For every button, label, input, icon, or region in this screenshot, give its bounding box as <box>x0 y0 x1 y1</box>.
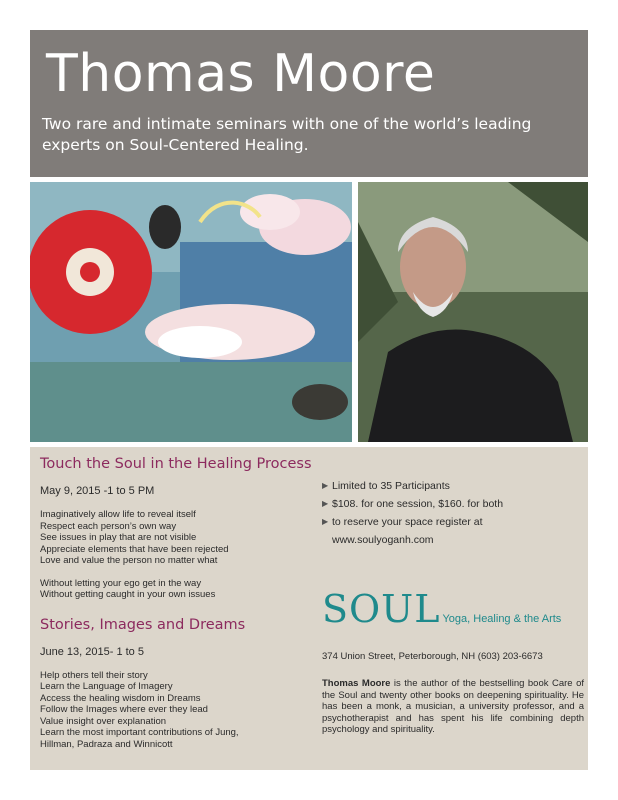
list-item: Imaginatively allow life to reveal itself <box>40 509 196 520</box>
list-item: Value insight over explanation <box>40 715 167 727</box>
bullet-arrow-icon: ▶ <box>322 499 329 508</box>
painting-image <box>30 182 352 442</box>
list-item: Follow the Images where ever they lead <box>40 704 208 715</box>
logo-word: SOUL <box>322 587 441 631</box>
address: 374 Union Street, Peterborough, NH (603) 203-6673 <box>322 651 543 662</box>
details-panel <box>30 447 588 770</box>
seminar2-date: June 13, 2015- 1 to 5 <box>40 645 144 658</box>
list-item: Learn the Language of Imagery <box>40 681 173 692</box>
page-subtitle: Two rare and intimate seminars with one of the world’s leading experts on Soul-Centered Healing. <box>42 115 532 154</box>
list-item: Without letting your ego get in the way <box>40 577 202 589</box>
bullet-arrow-icon: ▶ <box>322 481 329 490</box>
portrait-photo <box>358 182 588 442</box>
list-item: Hillman, Padraza and Winnicott <box>40 738 173 750</box>
page-title: Thomas Moore <box>46 44 436 104</box>
bullet-arrow-icon: ▶ <box>322 517 329 526</box>
header-banner <box>30 30 588 177</box>
seminar1-date: May 9, 2015 -1 to 5 PM <box>40 485 155 497</box>
list-item: Help others tell their story <box>40 669 148 681</box>
list-item: Love and value the person no matter what <box>40 555 218 566</box>
bio-name: Thomas Moore <box>322 678 391 689</box>
soul-logo <box>322 587 584 631</box>
bio-paragraph <box>322 678 584 736</box>
seminar1-title: Touch the Soul in the Healing Process <box>40 456 312 472</box>
seminar1-list <box>40 509 320 601</box>
info-bullets <box>322 477 584 549</box>
list-item: ▶ Limited to 35 Participants <box>322 477 584 495</box>
list-item: Access the healing wisdom in Dreams <box>40 692 201 704</box>
list-item: ▶ to reserve your space register at <box>322 513 584 531</box>
bio-text: is the author of the bestselling book Care of the Soul and twenty other books on deepening spirituality. He has been a monk, a musician, a university professor, and a psychotherapist and has spent his life combining depth psychology and spirituality. <box>322 678 585 735</box>
seminar2-list <box>40 670 320 751</box>
website-link[interactable]: www.soulyoganh.com <box>332 534 434 546</box>
list-item: Respect each person’s own way <box>40 520 177 532</box>
list-item: ▶ $108. for one session, $160. for both <box>322 495 584 513</box>
seminar2-title: Stories, Images and Dreams <box>40 616 246 633</box>
info-column <box>322 477 584 736</box>
seminars-column <box>40 455 320 750</box>
list-item: Without getting caught in your own issues <box>40 589 216 600</box>
logo-tagline: Yoga, Healing & the Arts <box>442 613 562 625</box>
list-item: Learn the most important contributions of Jung, <box>40 727 239 738</box>
list-item: See issues in play that are not visible <box>40 532 197 543</box>
list-item: Appreciate elements that have been rejected <box>40 543 229 555</box>
